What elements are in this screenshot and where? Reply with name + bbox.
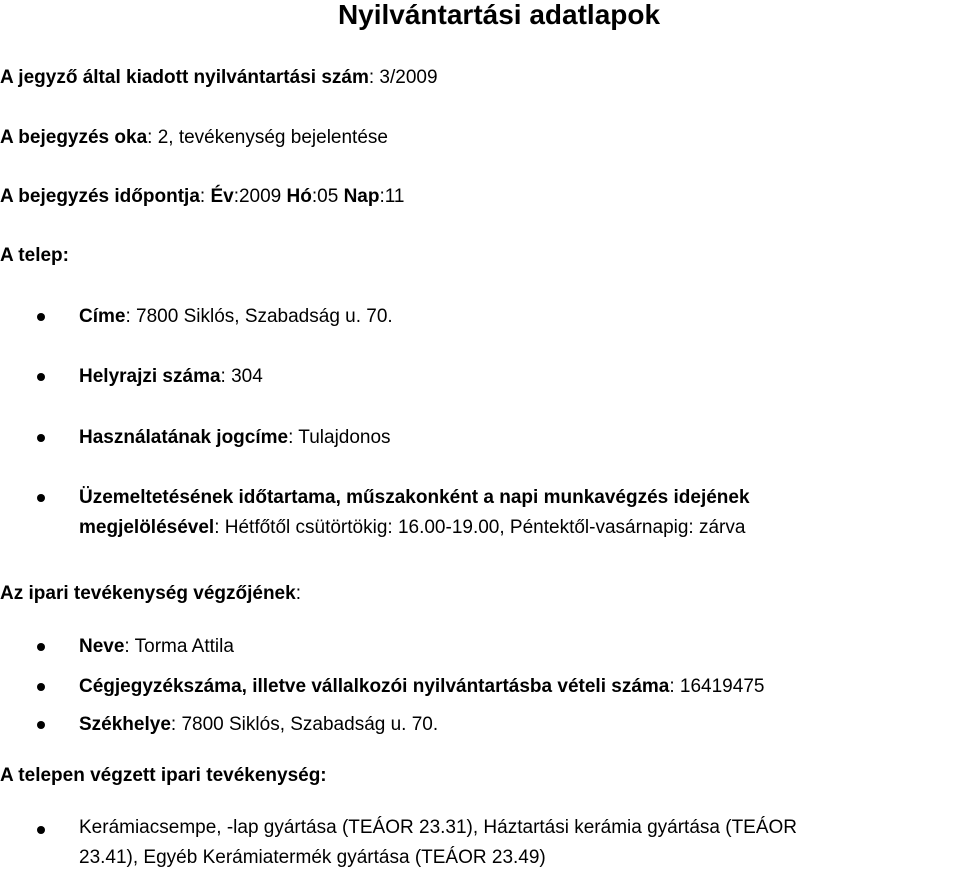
- year-label: Év: [210, 186, 234, 207]
- bullet-icon: [37, 721, 45, 729]
- entry-reason-line: [0, 126, 388, 150]
- activity-line-2: 23.41), Egyéb Kerámiatermék gyártása (TEÁOR 23.49): [79, 847, 546, 868]
- day-label: Nap: [343, 186, 380, 207]
- registration-number-value: : 3/2009: [368, 67, 438, 88]
- page-title: Nyilvántartási adatlapok: [337, 0, 661, 30]
- entry-reason-label: A bejegyzés oka: [0, 127, 148, 148]
- bullet-icon: [37, 434, 45, 442]
- month-value: :05: [311, 186, 344, 207]
- activity-line-1: Kerámiacsempe, -lap gyártása (TEÁOR 23.31), Háztartási kerámia gyártása (TEÁOR: [79, 817, 798, 838]
- bullet-icon: [37, 683, 45, 691]
- year-value: :2009: [233, 186, 287, 207]
- site-lot-value: : 304: [220, 366, 263, 387]
- site-hours-label-2: megjelölésével: [79, 517, 215, 538]
- activity-heading: A telepen végzett ipari tevékenység:: [0, 765, 327, 786]
- registration-number-label: A jegyző által kiadott nyilvántartási szám: [0, 67, 369, 88]
- bullet-icon: [37, 373, 45, 381]
- operator-regno-item: [79, 675, 764, 699]
- operator-name-label: Neve: [79, 636, 125, 657]
- bullet-icon: [37, 826, 45, 834]
- site-address-item: [79, 305, 393, 329]
- operator-seat-label: Székhelye: [79, 714, 171, 735]
- bullet-icon: [37, 494, 45, 502]
- operator-heading-label: Az ipari tevékenység végzőjének: [0, 583, 296, 604]
- site-lot-label: Helyrajzi száma: [79, 366, 221, 387]
- site-lot-item: [79, 365, 263, 389]
- operator-regno-label: Cégjegyzékszáma, illetve vállalkozói nyilvántartásba vételi száma: [79, 676, 670, 697]
- site-title-item: [79, 426, 391, 450]
- site-address-label: Címe: [79, 306, 126, 327]
- operator-regno-value: : 16419475: [669, 676, 765, 697]
- bullet-icon: [37, 313, 45, 321]
- entry-reason-value: : 2, tevékenység bejelentése: [147, 127, 388, 148]
- bullet-icon: [37, 643, 45, 651]
- operator-name-value: : Torma Attila: [124, 636, 234, 657]
- site-heading: A telep:: [0, 245, 69, 266]
- month-label: Hó: [286, 186, 312, 207]
- site-title-label: Használatának jogcíme: [79, 427, 289, 448]
- operator-name-item: [79, 635, 234, 659]
- entry-date-colon: :: [199, 186, 211, 207]
- site-hours-value: : Hétfőtől csütörtökig: 16.00-19.00, Péntektől-vasárnapig: zárva: [214, 517, 746, 538]
- site-title-value: : Tulajdonos: [288, 427, 391, 448]
- site-hours-label-1: Üzemeltetésének időtartama, műszakonként a napi munkavégzés idejének: [79, 487, 750, 508]
- site-address-value: : 7800 Siklós, Szabadság u. 70.: [125, 306, 393, 327]
- operator-heading-colon: :: [295, 583, 301, 604]
- operator-heading: [0, 582, 301, 606]
- entry-date-line: [0, 185, 404, 209]
- entry-date-label: A bejegyzés időpontja: [0, 186, 200, 207]
- site-hours-item: [79, 483, 959, 543]
- activity-item: [79, 813, 959, 873]
- operator-seat-item: [79, 713, 438, 737]
- day-value: :11: [379, 186, 405, 207]
- operator-seat-value: : 7800 Siklós, Szabadság u. 70.: [170, 714, 439, 735]
- registration-number-line: [0, 66, 438, 90]
